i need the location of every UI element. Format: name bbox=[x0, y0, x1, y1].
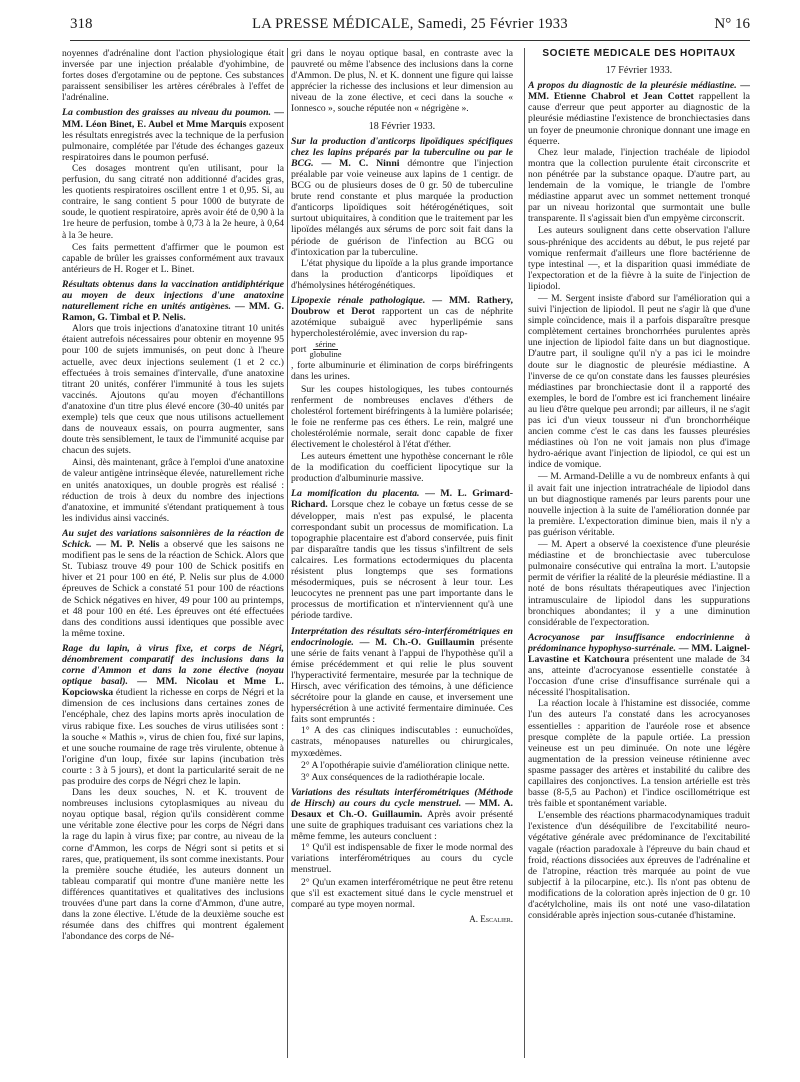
journal-title: LA PRESSE MÉDICALE, Samedi, 25 Février 1933 bbox=[252, 16, 568, 32]
paragraph: gri dans le noyau optique basal, en contraste avec la pauvreté ou même l'absence des inclusions dans la corne d'Ammon. De plus, N. et K. donnent une figure qui laisse apprécier la richesse des inclusions et leur dimension au niveau de la zone élective, et ceci dans la souche « Ionnesco », souche réputée non « négrigène ». bbox=[291, 48, 513, 115]
article-title: La momification du placenta. bbox=[291, 488, 420, 500]
paragraph: Chez leur malade, l'injection trachéale de lipiodol montra que la collection purulente était circonscrite et non pénétrée par la substance opaque. D'autre part, au lendemain de la vomique, le triangle de l'ombre médiastine apparut avec un sommet nettement tronqué par un niveau horizontal que surmontait une bulle transparente. Il s'agissait bien d'un empyème circonscrit. bbox=[528, 146, 750, 225]
article-title: Acrocyanose par insuffisance endocrinienne à prédominance hypophyso-surrénale. bbox=[528, 631, 750, 654]
article-heading bbox=[528, 632, 750, 699]
issue-number: N° 16 bbox=[714, 16, 750, 32]
list-item: 2° Qu'un examen interférométrique ne peut être retenu que s'il est exactement situé dans le cycle menstruel et comparé au type moyen normal. bbox=[291, 876, 513, 910]
paragraph: Alors que trois injections d'anatoxine titrant 10 unités étaient autrefois nécessaires pour obtenir en moyenne 95 pour 100 de sujets immunisés, on peut donc à l'heure actuelle, avec deux injections seulement (1 et 2 cc.) effectuées à trois semaines d'intervalle, d'une anatoxine titrant 20 unités, conférer l'immunité à tous les sujets vaccinés. Ajoutons qu'au moyen d'échantillons d'anatoxine d'un titre plus élevé encore (30-40 unités par exemple) tels que ceux que nous utilisons actuellement dans de nouveaux essais, on pourra augmenter, sans doute très sensiblement, le taux de l'immunité acquise par chacun des sujets. bbox=[62, 323, 284, 457]
paragraph: La réaction locale à l'histamine est dissociée, comme l'un des auteurs l'a constaté dans les acrocyanoses essentielles : apparition de l'auréole rose et absence presque complète de la papule ortiée. La pression veineuse est un peu diminuée. On note une légère augmentation de la pression veineuse rétinienne avec spasme passager des artères et instabilité du calibre des capillaires des conjonctives. La tension artérielle est très basse (8-5,5 au Pachon) et l'indice oscillométrique est très faible et spontanément variable. bbox=[528, 698, 750, 810]
signature: A. Escalier. bbox=[469, 913, 513, 924]
article-lead: présentent une malade de 34 ans, atteinte d'acrocyanose essentielle constatée à l'occasion d'une crise d'insuffisance surrénale qui a nécessité l'hospitalisation. bbox=[528, 653, 750, 699]
fraction bbox=[309, 340, 341, 359]
article-lead: rappellent la cause d'erreur que peut apporter au diagnostic de la pleurésie médiastine l'existence de bronchiectasies dans un foyer de pneumonie chronique donnant une image en équerre. bbox=[528, 91, 750, 147]
session-date: 18 Février 1933. bbox=[368, 120, 436, 132]
article-lead: démontre que l'injection préalable par voie veineuse aux lapins de 1 centigr. de BCG ou de plusieurs doses de 0 gr. 50 de tuberculine brute rend constante et plus marquée la production d'anticorps lipoïdiques soit hétérogénétiques, soit surtout ubiquitaires, à condition que le traitement par les lipoïdes mélangés aux sérums de porc soit fait dans la période de guérison de l'infection au BCG ou d'intoxication par la tuberculine. bbox=[291, 157, 513, 258]
session-date: 17 Février 1933. bbox=[605, 65, 673, 77]
article-lead: étudient la richesse en corps de Négri et la dimension de ces inclusions dans certaines zones de l'encéphale, chez des lapins morts après inoculation de virus rabique fixe. Les souches de virus utilisées sont : la souche « Mathis », virus de chien fou, fixé sur lapins, et une souche roumaine de rage très virulente, obtenue à l'origine d'un loup, fixée sur lapins (incubation très courte : 3 à 5 jours), et dont la particularité serait de ne pas produire des corps de Négri chez le lapin. bbox=[62, 687, 284, 787]
page-number: 318 bbox=[70, 16, 93, 32]
list-item: 3° Aux conséquences de la radiothérapie locale. bbox=[301, 771, 485, 783]
article-title: La combustion des graisses au niveau du poumon. bbox=[62, 107, 271, 119]
article-authors: — MM. Nicolau et Mme L. Kopciowska bbox=[62, 676, 284, 699]
article-title: Interprétation des résultats séro-interférométriques en endocrinologie. bbox=[291, 625, 513, 648]
paragraph: L'ensemble des réactions pharmacodynamiques traduit l'existence d'un déséquilibre de l'excitabilité neuro-végétative générale avec prédominance de l'excitabilité vagale (réaction paradoxale à l'épreuve du bain chaud et froid, réactions dissociées aux épreuves de l'adrénaline et de l'atropine, réaction très marquée au point de vue subjectif à la pilocarpine, etc.). Ils n'ont pas obtenu de modifications de la coloration après injection de 0 gr. 10 d'acétylcholine, mais ils ont noté une vaso-dilatation considérable après injection sous-cutanée d'histamine. bbox=[528, 810, 750, 922]
paragraph: Ces dosages montrent qu'en utilisant, pour la perfusion, du sang citraté non additionné d'acides gras, les quotients respiratoires oscillent entre 1 et 0,95. Si, au contraire, le sang contient 5 pour 1000 de butyrate de soude, le quotient respiratoire, après avoir été de 0,90 à la 1re heure de perfusion, tombe à 0,73 à la 2e heure, à 0,64 à la 3e heure. bbox=[62, 162, 284, 241]
article-authors: — MM. Rathery, Doubrow et Derot bbox=[291, 294, 513, 318]
header-rule bbox=[70, 40, 750, 41]
paragraph: L'état physique du lipoïde a la plus grande importance dans la production d'anticorps lipoïdiques et d'hémolysines hétérogénétiques. bbox=[291, 257, 513, 291]
column-right bbox=[528, 48, 750, 1058]
article-title: Lipopexie rénale pathologique. bbox=[291, 294, 426, 306]
article-heading bbox=[62, 643, 284, 787]
article-lead: Après avoir présenté une suite de graphiques traduisant ces variations chez la même femme, les auteurs concluent : bbox=[291, 809, 513, 843]
column-separator bbox=[524, 48, 525, 1058]
article-heading bbox=[62, 107, 284, 162]
paragraph: — M. Apert a observé la coexistence d'une pleurésie médiastine et de bronchiectasie avec tuberculose pulmonaire consécutive qui entraîna la mort. L'autopsie permit de vérifier la réalité de la pleurésie médiastine. Il a noté de bons résultats thérapeutiques avec l'injection intramusculaire de lipiodol dans les suppurations bronchiques abondantes; il y a une diminution considérable de l'expectoration. bbox=[528, 539, 750, 628]
article-authors: — M. P. Nelis bbox=[96, 539, 160, 551]
article-heading bbox=[291, 295, 513, 339]
article-title: Variations des résultats interférométriques (Méthode de Hirsch) au cours du cycle menstruel. bbox=[291, 786, 513, 809]
ratio-formula bbox=[291, 340, 513, 359]
fraction-denominator: globuline bbox=[309, 349, 342, 360]
article-authors: — MM. A. Desaux et Ch.-O. Guillaumin. bbox=[291, 797, 513, 820]
paragraph: — M. Armand-Delille a vu de nombreux enfants à qui il avait fait une injection intratrachéale de lipiodol dans un but diagnostique ramenés par leurs parents pour une nouvelle injection à la suite de l'amélioration donnée par la première. L'expectoration diminue bien, mais il n'y a pas guérison véritable. bbox=[528, 471, 750, 538]
running-header bbox=[70, 16, 750, 38]
article-lead: exposent les résultats enregistrés avec la technique de la perfusion pulmonaire, complétée par l'étude des échanges gazeux respiratoires dans le poumon perfusé. bbox=[62, 118, 284, 163]
article-title: Rage du lapin, à virus fixe, et corps de Négri, dénombrement comparatif des inclusions dans la corne d'Ammon et dans la zone élective (noyau optique basal). bbox=[62, 642, 284, 688]
list-item: 2° A l'opothérapie suivie d'amélioration clinique nette. bbox=[301, 759, 510, 771]
article-heading bbox=[62, 279, 284, 323]
article-authors: — MM. Etienne Chabrol et Jean Cottet bbox=[528, 80, 750, 103]
section-title: SOCIÉTÉ MÉDICALE DES HOPITAUX bbox=[542, 48, 736, 59]
article-authors: — M. Ch.-O. Guillaumin bbox=[359, 636, 475, 648]
article-lead: Lorsque chez le cobaye un fœtus cesse de se développer, mais n'est pas expulsé, le placenta correspondant subit un processus de momification. La topographie placentaire est d'abord conservée, puis finit par disparaître tandis que les tissus s'infiltrent de sels calcaires. Les formations ectodermiques du placenta résistent plus longtemps que ses formations mésodermiques, puis se nécrosent à leur tour. Les leucocytes ne prennent pas une part importante dans le processus de mortification et n'interviennent qu'à une période tardive. bbox=[291, 499, 513, 622]
paragraph: Ces faits permettent d'affirmer que le poumon est capable de brûler les graisses conformément aux travaux antérieurs de H. Roger et L. Binet. bbox=[62, 241, 284, 275]
paragraph: noyennes d'adrénaline dont l'action physiologique était inversée par une injection préalable d'yohimbine, de fortes doses d'ergotamine ou de peptone. Ces substances paraissent sensibiliser les artères cérébrales à l'effet de l'adrénaline. bbox=[62, 48, 284, 104]
article-heading bbox=[291, 626, 513, 726]
column-middle bbox=[291, 48, 513, 1058]
article-heading bbox=[62, 528, 284, 639]
article-authors: — M. C. Ninni bbox=[321, 157, 400, 169]
article-heading bbox=[528, 80, 750, 147]
paragraph: Sur les coupes histologiques, les tubes contournés renferment de nombreuses enclaves d'éthers de cholestérol fortement biréfringents à la lumière polarisée; le foie ne renferme pas ces éthers. Le rein, malgré une cholestérolémie normale, serait donc capable de fixer électivement le cholestérol à l'état d'éther. bbox=[291, 383, 513, 450]
article-title: A propos du diagnostic de la pleurésie médiastine. bbox=[528, 80, 737, 92]
article-lead: a observé que les saisons ne modifient pas le sens de la réaction de Schick. Alors que St. Tubiasz trouve 49 pour 100 de Schick positifs en hiver et 21 pour 100 en été, P. Nelis sur plus de 4.000 épreuves de Schick a constaté 51 pour 100 de réactions de Schick négatives en hiver, 49 pour 100 au printemps, et 48 pour 100 en été. Les épreuves ont été effectuées dans des conditions aussi identiques que possible avec la même toxine. bbox=[62, 539, 284, 639]
column-separator bbox=[287, 48, 288, 1058]
article-title: Sur la production d'anticorps lipoïdiques spécifiques chez les lapins préparés par la tuberculine ou par le BCG. bbox=[291, 135, 513, 169]
fraction-numerator: sérine bbox=[315, 339, 336, 350]
paragraph: — M. Sergent insiste d'abord sur l'amélioration qui a suivi l'injection de lipiodol. Il peut ne s'agir là que d'une simple coïncidence, mais il a parfois disparaître presque complètement certaines bronchorrhées purulentes après une injection de lipiodol faite dans un but diagnostique. D'autre part, il souligne qu'il n'y a pas ici le moindre doute sur le diagnostic de pleurésie médiastine. A l'inverse de ce qu'on constate dans les fausses pleurésies médiastines par bronchiectasie dont il a rapporté des exemples, le bord de l'ombre est ici franchement linéaire au lieu d'être quelque peu arrondi; par ailleurs, il ne s'agit pas ici d'un vieux tousseur ni d'un bronchorrhéique ancien comme c'est le cas dans les fausses pleurésies médiastines où l'on ne voit jamais non plus d'image hydro-aérique avant l'injection de lipiodol, ce qui est un indice de vomique. bbox=[528, 292, 750, 471]
article-lead: présente une série de faits venant à l'appui de l'hypothèse qu'il a émise précédemment et qui relie le plus souvent l'hyperactivité fermentaire, mesurée par la technique de Hirsch, avec vérification des témoins, à une déficience sécrétoire pour la glande en cause, et inversement une hypersécrétion à une activité fermentaire diminuée. Ces faits sont empruntés : bbox=[291, 636, 513, 726]
article-title: Au sujet des variations saisonnières de la réaction de Schick. bbox=[62, 527, 284, 551]
article-heading bbox=[291, 488, 513, 621]
article-heading bbox=[291, 787, 513, 842]
paragraph: Dans les deux souches, N. et K. trouvent de nombreuses inclusions cytoplasmiques au niveau du noyau optique basal, région qu'ils considèrent comme une véritable zone élective pour les corps de Négri dans la rage du lapin à virus fixe; par contre, au niveau de la corne d'Ammon, les corps de Négri sont si petits et si rares, que, pratiquement, ils sont comme inexistants. Pour la première souche étudiée, les auteurs donnent un tableau comparatif qui montre d'une manière nette les différences quantitatives et qualitatives des inclusions trouvées d'une part dans la corne d'Ammon, d'une autre, dans la zone élective. L'étude de la deuxième souche est résumée dans des chiffres qui montrent également l'abondance des corps de Né- bbox=[62, 787, 284, 943]
list-item: 1° Qu'il est indispensable de fixer le mode normal des variations interférométriques au cours du cycle menstruel. bbox=[291, 842, 513, 876]
article-authors: — MM. G. Ramon, G. Timbal et P. Nelis. bbox=[62, 301, 284, 324]
article-authors: — MM. Laignel-Lavastine et Katchoura bbox=[528, 642, 750, 665]
article-authors: — MM. Léon Binet, E. Aubel et Mme Marquis bbox=[62, 107, 284, 130]
paragraph: Les auteurs émettent une hypothèse concernant le rôle de la modification du coefficient lipocytique sur la production d'albuminurie massive. bbox=[291, 451, 513, 485]
list-item: 1° A des cas cliniques indiscutables : eunuchoïdes, castrats, ménopauses naturelles ou chirurgicales, myxœdèmes. bbox=[291, 725, 513, 759]
article-lead: rapportent un cas de néphrite azotémique subaiguë avec hyperlipémie sans hypercholestérolémie, avec inversion du rap- bbox=[291, 306, 513, 340]
paragraph: Les auteurs soulignent dans cette observation l'allure sous-phrénique des accidents au début, le pus rejeté par vomique renfermait d'ailleurs une flore bactérienne de type intestinal —, et la disparition quasi immédiate de l'expectoration et de la fièvre à la suite de l'injection de lipiodol. bbox=[528, 225, 750, 292]
article-heading bbox=[291, 136, 513, 258]
column-left bbox=[62, 48, 284, 1058]
paragraph: , forte albuminurie et élimination de corps biréfringents dans les urines. bbox=[291, 360, 513, 383]
article-authors: — M. L. Grimard-Richard. bbox=[291, 488, 513, 511]
formula-left: port bbox=[291, 344, 307, 356]
paragraph: Ainsi, dès maintenant, grâce à l'emploi d'une anatoxine de valeur antigène intrinsèque élevée, naturellement riche en unités anatoxiques, un double progrès est réalisé : réduction de trois à deux du nombre des injections d'anatoxine, et immunité s'étendant pratiquement à tous les individus ainsi vaccinés. bbox=[62, 457, 284, 524]
article-title: Résultats obtenus dans la vaccination antidiphtérique au moyen de deux injections d'une anatoxine naturellement riche en unités antigènes. bbox=[62, 278, 284, 313]
